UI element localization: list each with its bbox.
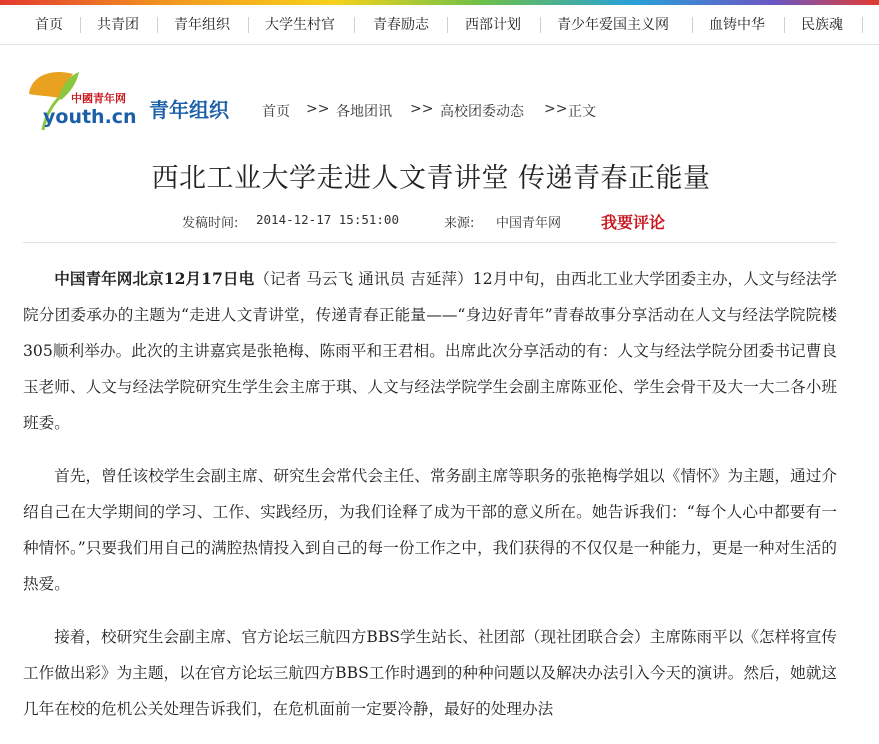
publish-time-label: 发稿时间: xyxy=(182,216,239,231)
section-title[interactable]: 青年组织 xyxy=(149,98,229,122)
nav-western-program[interactable]: 西部计划 xyxy=(465,17,521,33)
nav-separator xyxy=(447,17,448,33)
article-paragraph xyxy=(23,261,837,441)
nav-separator xyxy=(248,17,249,33)
nav-separator xyxy=(157,17,158,33)
nav-youth-league[interactable]: 共青团 xyxy=(97,17,139,33)
nav-national-spirit[interactable]: 民族魂 xyxy=(801,17,843,33)
nav-youth-organization[interactable]: 青年组织 xyxy=(174,17,230,33)
breadcrumb-university-news[interactable]: 高校团委动态 xyxy=(440,104,524,120)
publish-time: 2014-12-17 15:51:00 xyxy=(256,212,399,227)
site-logo[interactable] xyxy=(21,64,141,136)
article-paragraph xyxy=(23,619,837,727)
nav-separator xyxy=(540,17,541,33)
breadcrumb-separator: >> xyxy=(306,101,330,117)
nav-separator xyxy=(862,17,863,33)
nav-inspiration[interactable]: 青春励志 xyxy=(373,17,429,33)
logo-top-text: 中國青年网 xyxy=(71,92,126,105)
article-paragraph xyxy=(23,458,837,602)
nav-separator xyxy=(80,17,81,33)
paragraph-text: （记者 马云飞 通讯员 吉延萍）12月中旬，由西北工业大学团委主办，人文与经法学院分团委承办的主题为“走进人文青讲堂，传递青春正能量——“身边好青年”青春故事分享活动在人文与经法学院院楼305顺利举办。此次的主讲嘉宾是张艳梅、陈雨平和王君相。出席此次分享活动的有：人文与经法学院分团委书记曹良玉老师、人文与经法学院研究生学生会主席于琪、人文与经法学院学生会副主席陈亚伦、学生会骨干及大一大二各小班班委。 xyxy=(23,270,838,432)
breadcrumb-current: 正文 xyxy=(568,104,596,120)
logo-bottom-text: youth.cn xyxy=(43,106,137,128)
dateline: 中国青年网北京12月17日电 xyxy=(54,269,255,288)
breadcrumb-separator: >> xyxy=(410,101,434,117)
nav-separator xyxy=(784,17,785,33)
article-title: 西北工业大学走进人文青讲堂 传递青春正能量 xyxy=(151,163,711,194)
nav-separator xyxy=(692,17,693,33)
nav-blood-china[interactable]: 血铸中华 xyxy=(709,17,765,33)
breadcrumb-regional-news[interactable]: 各地团讯 xyxy=(336,104,392,120)
nav-patriotism[interactable]: 青少年爱国主义网 xyxy=(557,17,669,33)
paragraph-text: 首先，曾任该校学生会副主席、研究生会常代会主任、常务副主席等职务的张艳梅学姐以《情怀》为主题，通过介绍自己在大学期间的学习、工作、实践经历，为我们诠释了成为干部的意义所在。她告诉我们：“每个人心中都要有一种情怀。”只要我们用自己的满腔热情投入到自己的每一份工作之中，我们获得的不仅仅是一种能力，更是一种对生活的热爱。 xyxy=(23,467,837,593)
top-navigation xyxy=(0,5,879,45)
source-label: 来源: xyxy=(444,216,475,231)
nav-home[interactable]: 首页 xyxy=(35,17,63,33)
breadcrumb-home[interactable]: 首页 xyxy=(262,104,290,120)
comment-link[interactable]: 我要评论 xyxy=(601,213,666,232)
breadcrumb-separator: >> xyxy=(544,101,568,117)
source-value[interactable]: 中国青年网 xyxy=(496,216,562,231)
article-body xyxy=(23,261,837,744)
paragraph-text: 接着，校研究生会副主席、官方论坛三航四方BBS学生站长、社团部（现社团联合会）主席陈雨平以《怎样将宣传工作做出彩》为主题，以在官方论坛三航四方BBS工作时遇到的种种问题以及解决办法引入今天的演讲。然后，她就这几年在校的危机公关处理告诉我们，在危机面前一定要冷静，最好的处理办法 xyxy=(23,628,837,718)
nav-separator xyxy=(354,17,355,33)
title-divider xyxy=(23,242,837,243)
nav-village-officials[interactable]: 大学生村官 xyxy=(265,17,335,33)
